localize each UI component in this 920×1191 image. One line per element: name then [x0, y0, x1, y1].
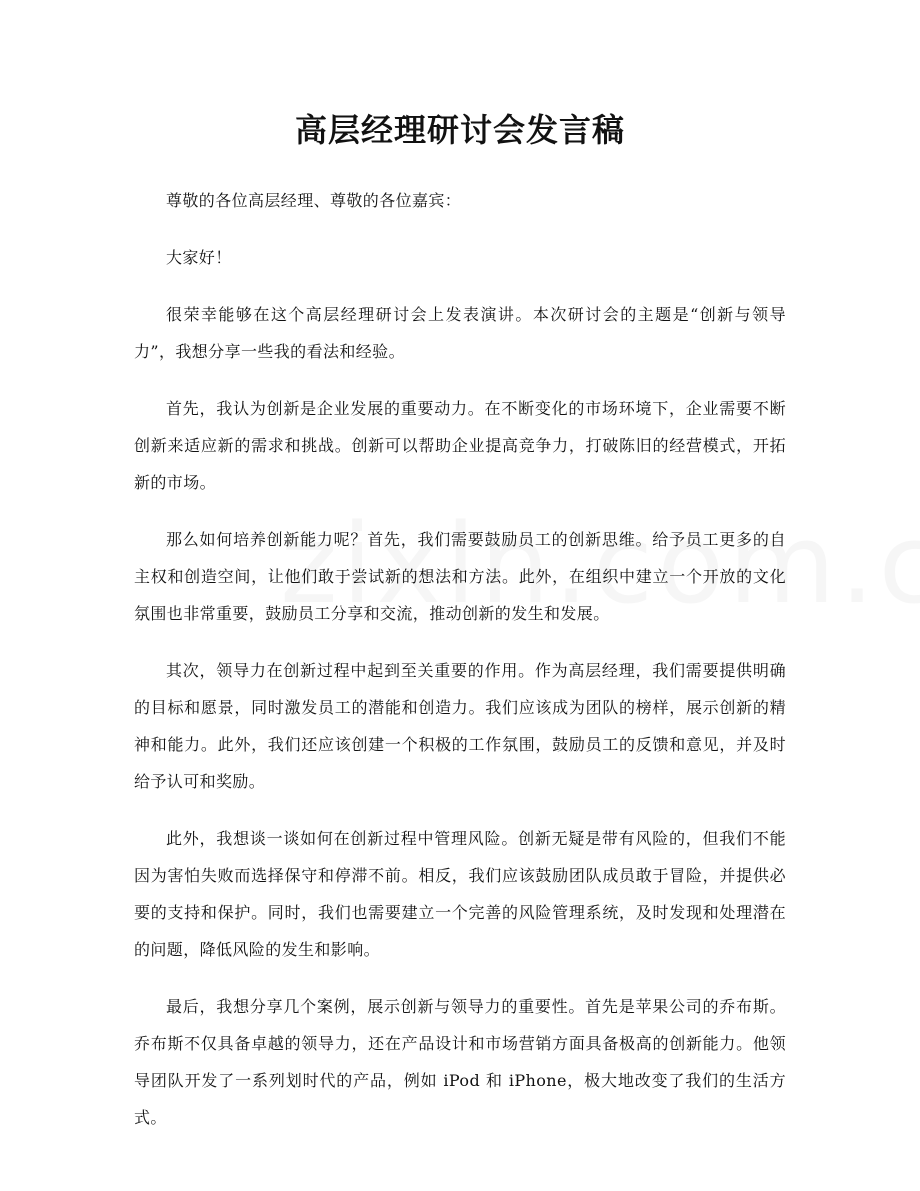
paragraph-case-study: 最后，我想分享几个案例，展示创新与领导力的重要性。首先是苹果公司的乔布斯。乔布斯不仅具备卓越的领导力，还在产品设计和市场营销方面具备极高的创新能力。他领导团队开发了一系列划时代的产品，例如 iPod 和 iPhone，极大地改变了我们的生活方式。 — [134, 997, 786, 1127]
paragraph-risk-management: 此外，我想谈一谈如何在创新过程中管理风险。创新无疑是带有风险的，但我们不能因为害怕失败而选择保守和停滞不前。相反，我们应该鼓励团队成员敢于冒险，并提供必要的支持和保护。同时，我们也需要建立一个完善的风险管理系统，及时发现和处理潜在的问题，降低风险的发生和影响。 — [134, 829, 786, 959]
paragraph-innovation-importance: 首先，我认为创新是企业发展的重要动力。在不断变化的市场环境下，企业需要不断创新来适应新的需求和挑战。创新可以帮助企业提高竞争力，打破陈旧的经营模式，开拓新的市场。 — [134, 399, 786, 492]
paragraph-leadership-role: 其次，领导力在创新过程中起到至关重要的作用。作为高层经理，我们需要提供明确的目标和愿景，同时激发员工的潜能和创造力。我们应该成为团队的榜样，展示创新的精神和能力。此外，我们还应该创建一个积极的工作氛围，鼓励员工的反馈和意见，并及时给予认可和奖励。 — [134, 661, 786, 791]
greeting: 大家好！ — [166, 248, 232, 267]
salutation: 尊敬的各位高层经理、尊敬的各位嘉宾： — [166, 191, 462, 210]
paragraph-intro: 很荣幸能够在这个高层经理研讨会上发表演讲。本次研讨会的主题是“创新与领导力”，我想分享一些我的看法和经验。 — [134, 305, 786, 361]
paragraph-cultivate-innovation: 那么如何培养创新能力呢？首先，我们需要鼓励员工的创新思维。给予员工更多的自主权和创造空间，让他们敢于尝试新的想法和方法。此外，在组织中建立一个开放的文化氛围也非常重要，鼓励员工分享和交流，推动创新的发生和发展。 — [134, 530, 786, 623]
document-body — [134, 182, 786, 1156]
document-title: 高层经理研讨会发言稿 — [294, 111, 625, 149]
